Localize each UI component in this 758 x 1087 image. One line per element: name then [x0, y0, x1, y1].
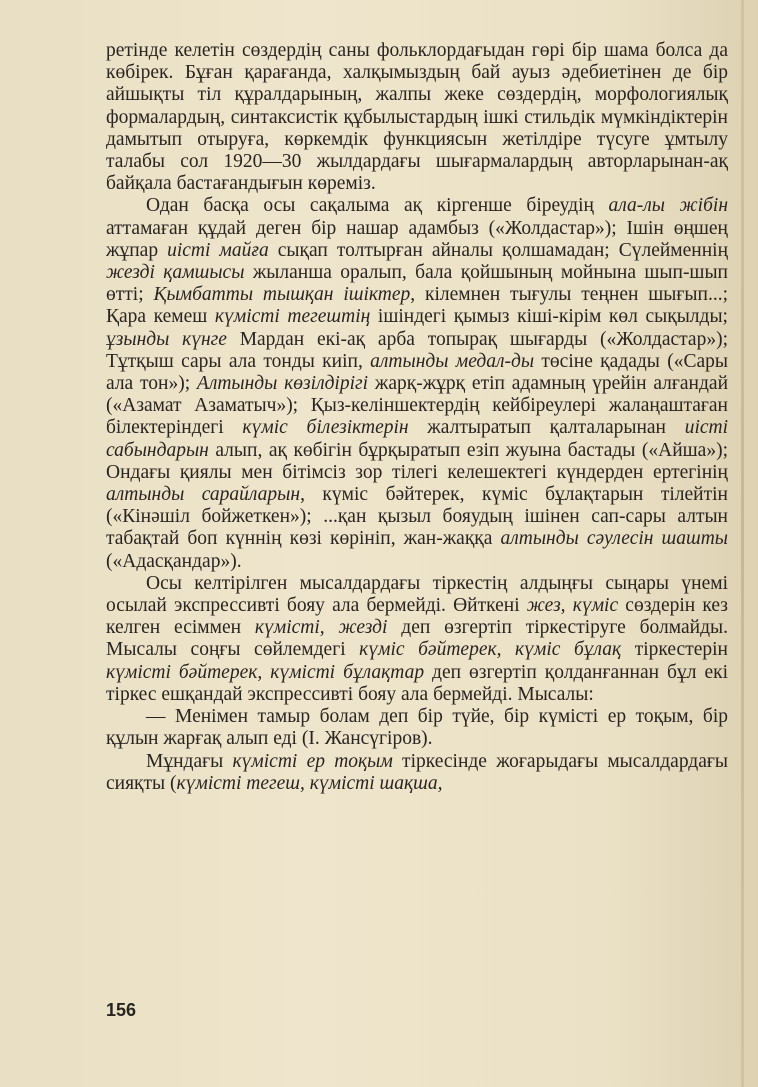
- italic-example: иісті сабындарын: [106, 417, 729, 461]
- page-spine-shadow: [741, 0, 744, 1087]
- paragraph: [106, 706, 728, 750]
- italic-example: күмісті тегештің: [214, 306, 371, 328]
- text-run: жарқ-жұрқ етіп адамның үрейін алғандай («Азамат Азаматыч»); Қыз-келіншектердің кейбіреулері жалаңаштаған білектеріндегі: [106, 373, 728, 439]
- italic-example: күмісті ер тоқым: [232, 750, 393, 772]
- paragraph: [106, 40, 728, 195]
- text-run: тіркесінде жоғарыдағы мысалдардағы сияқты (: [106, 750, 728, 794]
- text-run: («Адасқандар»).: [106, 550, 242, 572]
- italic-example: күмісті тегеш, күмісті шақша,: [176, 772, 443, 794]
- text-run: сықап толтырған айналы қолшамадан; Сүлейменнің: [268, 239, 729, 261]
- paragraph: [106, 195, 728, 572]
- text-run: Мұндағы: [146, 750, 233, 772]
- text-run: жалтыратып қалталарынан: [408, 417, 685, 439]
- italic-example: күмісті, жезді: [254, 617, 388, 639]
- text-run: сөздерін кез келген есіммен: [106, 595, 728, 639]
- text-run: ішіндегі қымыз кіші-кірім көл сықылды;: [370, 306, 728, 328]
- text-run: , кілемнен тығулы теңнен шығып...; Қара кемеш: [106, 284, 728, 328]
- text-run: — Менімен тамыр болам деп бір түйе, бір күмісті ер тоқым, бір құлын жарғақ алып еді (І. Жансүгіров).: [106, 706, 728, 750]
- text-run: деп өзгертіп қолданғаннан бұл екі тіркес ешқандай экспрессивті бояу ала бермейді. Мысалы:: [106, 661, 728, 705]
- text-run: тіркестерін: [621, 639, 728, 661]
- text-run: деп өзгертіп тіркестіруге болмайды. Мысалы соңғы сөйлемдегі: [106, 617, 728, 661]
- text-run: Мардан екі-ақ арба топырақ шығарды («Жолдастар»); Тұтқыш сары ала тонды киіп,: [106, 328, 728, 372]
- text-run: алып, ақ көбігін бұрқыратып езіп жуына бастады («Айша»); Ондағы қиялы мен бітімсіз зор тілегі келешектегі күндерден ертегінің: [106, 439, 728, 483]
- italic-example: жез, күміс: [526, 595, 619, 617]
- text-run: Одан басқа осы сақалыма ақ кіргенше біреудің: [146, 195, 609, 217]
- italic-example: алтынды медал-ды: [370, 350, 535, 372]
- text-run: Осы келтірілген мысалдардағы тіркестің алдыңғы сыңары үнемі осылай экспрессивті бояу ала бермейді. Өйткені: [106, 572, 728, 617]
- text-run: аттамаған құдай деген бір нашар адамбыз («Жолдастар»); Ішін өңшең жұпар: [106, 217, 728, 261]
- text-run: ретінде келетін сөздердің саны фольклордағыдан гөрі бір шама болса да көбірек. Бұған қарағанда, халқымыздың бай ауыз әдебиетінен де бір айшықты тіл құралдарының, жалпы жеке сөздердің, морфологиялық формалардың, синтаксистік құбылыстардың ішкі стильдік мүмкіндіктерін дамытып отыруға, көркемдік функциясын жетілдіре түсуге ұмтылу талабы сол 1920—30 жылдардағы шығармалардың авторларынан-ақ байқала бастағандығын көреміз.: [106, 40, 728, 195]
- italic-example: иісті майға: [167, 239, 269, 261]
- text-run: жыланша оралып, бала қойшының мойнына шып-шып өтті;: [106, 262, 728, 306]
- italic-example: ұзынды күнге: [106, 328, 227, 350]
- paragraph: [106, 573, 728, 706]
- body-text: [106, 40, 728, 795]
- italic-example: күміс білезіктерін: [242, 417, 409, 439]
- italic-example: жезді қамшысы: [106, 262, 245, 284]
- page-number: 156: [106, 1000, 137, 1020]
- italic-example: Алтынды көзілдірігі: [196, 373, 369, 395]
- italic-example: ала-лы жібін: [608, 195, 728, 217]
- italic-example: Қымбатты тышқан ішіктер: [153, 284, 411, 306]
- italic-example: алтынды сәулесін шашты: [500, 528, 729, 550]
- paragraph: [106, 751, 728, 795]
- text-run: , күміс бәйтерек, күміс бұлақтарын тілейтін («Кінәшіл бойжеткен»); ...қан қызыл бояудың ішінен сап-сары алтын табақтай боп күннің көзі көрініп, жан-жаққа: [106, 484, 728, 550]
- italic-example: алтынды сарайларын: [106, 484, 301, 506]
- italic-example: күмісті бәйтерек, күмісті бұлақтар: [106, 661, 425, 683]
- italic-example: күміс бәйтерек, күміс бұлақ: [359, 639, 622, 661]
- text-run: төсіне қадады («Сары ала тон»);: [106, 350, 728, 395]
